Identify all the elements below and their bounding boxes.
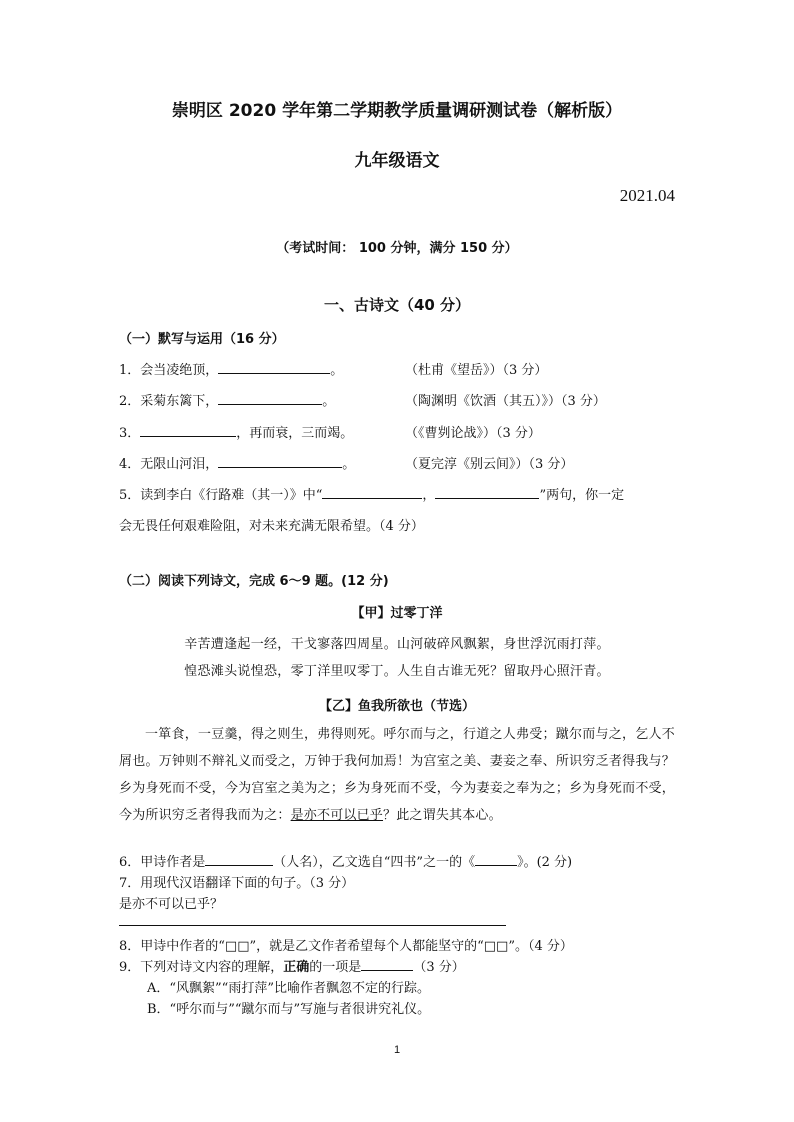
text-b-body xyxy=(119,721,675,829)
exam-info: （考试时间： 100 分钟，满分 150 分） xyxy=(276,241,518,256)
question-6-prefix: 6．甲诗作者是 xyxy=(119,855,206,870)
question-9-middle: 的一项是 xyxy=(309,960,362,975)
question-6 xyxy=(119,851,572,870)
answer-blank[interactable] xyxy=(322,485,422,499)
question-1 xyxy=(119,359,343,378)
question-2-suffix: 。 xyxy=(322,394,336,409)
question-4-suffix: 。 xyxy=(342,457,356,472)
question-6-suffix: 》。(2 分) xyxy=(517,855,573,870)
question-7-sentence: 是亦不可以已乎？ xyxy=(119,897,224,912)
option-b: B．“呼尔而与”“蹴尔而与”写施与者很讲究礼仪。 xyxy=(147,1002,431,1017)
question-1-prefix: 1．会当凌绝顶， xyxy=(119,363,219,378)
option-a: A．“风飘絮”“雨打萍”比喻作者飘忽不定的行踪。 xyxy=(147,981,430,996)
question-9-suffix: （3 分） xyxy=(413,960,465,975)
part1-heading: （一）默写与运用（16 分） xyxy=(119,332,285,347)
question-2 xyxy=(119,390,335,409)
answer-blank[interactable] xyxy=(218,360,330,374)
question-2-prefix: 2．采菊东篱下， xyxy=(119,394,219,409)
question-6-middle: （人名），乙文选自“四书”之一的《 xyxy=(273,855,476,870)
answer-blank[interactable] xyxy=(218,454,342,468)
answer-line[interactable] xyxy=(119,925,506,926)
question-5-line1 xyxy=(119,484,624,503)
question-3-prefix: 3． xyxy=(119,426,141,441)
answer-blank[interactable] xyxy=(218,391,322,405)
text-b-body-start: 一箪食，一豆羹，得之则生，弗得则死。呼尔而与之，行道之人弗受；蹴尔而与之，乞人不屑也。万钟则不辩礼义而受之，万钟于我何加焉！为宫室之美、妻妾之奉、所识穷乏者得我与？乡为身死而不受，今为宫室之美为之；乡为身死而不受，今为妻妾之奉为之；乡为身死而不受，今为所识穷乏者得我而为之： xyxy=(119,727,675,823)
section-heading: 一、古诗文（40 分） xyxy=(323,296,471,314)
answer-blank[interactable] xyxy=(475,852,517,866)
text-b-title: 【乙】鱼我所欲也（节选） xyxy=(318,699,475,714)
question-5-line2: 会无畏任何艰难险阻，对未来充满无限希望。（4 分） xyxy=(119,519,424,534)
question-9-prefix: 9．下列对诗文内容的理解， xyxy=(119,960,284,975)
poem-a-line-1: 辛苦遭逢起一经，干戈寥落四周星。山河破碎风飘絮，身世浮沉雨打萍。 xyxy=(184,637,610,652)
question-3-suffix: ，再而衰，三而竭。 xyxy=(236,426,354,441)
answer-blank[interactable] xyxy=(435,485,539,499)
answer-blank[interactable] xyxy=(361,957,413,971)
question-9-emphasis: 正确 xyxy=(283,960,310,975)
question-2-source: （陶渊明《饮酒（其五）》）（3 分） xyxy=(405,394,606,409)
question-5-prefix: 5．读到李白《行路难（其一）》中“ xyxy=(119,488,323,503)
question-5-comma: ， xyxy=(422,488,436,503)
part2-heading: （二）阅读下列诗文，完成 6～9 题。(12 分) xyxy=(119,574,389,589)
exam-subtitle: 九年级语文 xyxy=(354,151,440,171)
question-1-suffix: 。 xyxy=(330,363,344,378)
exam-title: 崇明区 2020 学年第二学期教学质量调研测试卷（解析版） xyxy=(171,101,623,121)
text-b-body-end: ？此之谓失其本心。 xyxy=(383,808,502,823)
question-5-suffix: ”两句，你一定 xyxy=(539,488,625,503)
question-4 xyxy=(119,453,355,472)
exam-date: 2021.04 xyxy=(619,186,675,205)
question-3 xyxy=(119,422,353,441)
question-1-source: （杜甫《望岳》）（3 分） xyxy=(405,363,548,378)
page-number: 1 xyxy=(393,1044,401,1056)
underlined-sentence: 是亦不可以已乎 xyxy=(290,808,384,823)
question-4-source: （夏完淳《别云间》）（3 分） xyxy=(405,457,574,472)
question-7: 7．用现代汉语翻译下面的句子。（3 分） xyxy=(119,876,355,891)
question-3-source: （《曹刿论战》）（3 分） xyxy=(405,426,541,441)
answer-blank[interactable] xyxy=(140,423,236,437)
poem-a-title: 【甲】过零丁洋 xyxy=(351,606,443,621)
question-4-prefix: 4．无限山河泪， xyxy=(119,457,219,472)
question-9 xyxy=(119,956,465,975)
question-8: 8．甲诗中作者的“□□”，就是乙文作者希望每个人都能坚守的“□□”。（4 分） xyxy=(119,939,573,954)
poem-a-line-2: 惶恐滩头说惶恐，零丁洋里叹零丁。人生自古谁无死？留取丹心照汗青。 xyxy=(184,664,610,679)
answer-blank[interactable] xyxy=(205,852,273,866)
